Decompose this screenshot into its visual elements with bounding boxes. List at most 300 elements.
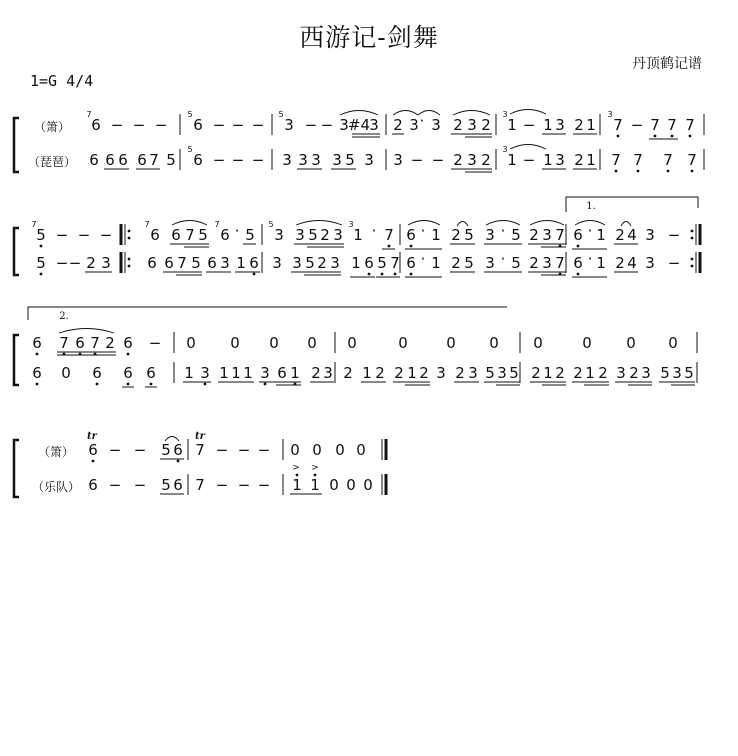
note: 3 [542, 254, 552, 272]
note: 2 [531, 364, 541, 382]
note: 0 [335, 441, 345, 459]
dash: − [108, 476, 122, 494]
note: 5 [509, 364, 519, 382]
dash: − [522, 116, 536, 134]
system-bracket [14, 440, 19, 497]
note: 6 [123, 364, 133, 382]
dash: − [215, 476, 229, 494]
note: 3 [369, 116, 379, 134]
note: 2 [86, 254, 96, 272]
note: 5 [308, 226, 318, 244]
dash: − [55, 226, 69, 244]
slur [340, 111, 378, 116]
system-bracket [14, 118, 19, 172]
note: 2 [311, 364, 321, 382]
note: 1 [586, 151, 596, 169]
note: 0 [533, 334, 543, 352]
trill-mark: tr [195, 431, 205, 442]
note: 0 [329, 476, 339, 494]
note: 7 [667, 116, 677, 134]
note: 2 [419, 364, 429, 382]
dash: − [251, 116, 265, 134]
aug-dot: · [234, 222, 240, 240]
note: 3 [555, 116, 565, 134]
note: 2 [394, 364, 404, 382]
note: 0 [290, 441, 300, 459]
note: 6 [147, 254, 157, 272]
octave-dot [96, 383, 99, 386]
note: 2 [615, 254, 625, 272]
note: 2 [481, 116, 491, 134]
note: 6 [193, 116, 203, 134]
note: 0 [356, 441, 366, 459]
note: 3 [616, 364, 626, 382]
octave-dot [410, 245, 413, 248]
grace-note: 5 [187, 110, 193, 119]
note: 1 [431, 226, 441, 244]
dash: − [55, 254, 69, 272]
note: 5 [191, 254, 201, 272]
note: 5 [166, 151, 176, 169]
dash: − [667, 226, 681, 244]
note: 7 [613, 116, 623, 134]
note: 3 [485, 254, 495, 272]
octave-dot [667, 170, 670, 173]
octave-dot [36, 353, 39, 356]
note: 3 [364, 151, 374, 169]
note: 1 [231, 364, 241, 382]
aug-dot: · [500, 250, 506, 268]
octave-dot [127, 353, 130, 356]
dash: − [257, 441, 271, 459]
note: 2 [629, 364, 639, 382]
dash: − [110, 116, 124, 134]
grace-note: 3 [502, 110, 508, 119]
note: 5 [660, 364, 670, 382]
grace-note: 5 [278, 110, 284, 119]
note: 0 [668, 334, 678, 352]
note: 7 [687, 151, 697, 169]
note: 4 [627, 226, 637, 244]
slur [172, 221, 207, 226]
note: 5 [511, 226, 521, 244]
octave-dot [654, 135, 657, 138]
note: 6 [164, 254, 174, 272]
note: 3 [220, 254, 230, 272]
note: 3 [323, 364, 333, 382]
dash: − [257, 476, 271, 494]
octave-dot [264, 383, 267, 386]
note: 1 [310, 476, 320, 494]
note: 3 [333, 226, 343, 244]
dash: − [320, 116, 334, 134]
octave-dot [40, 273, 43, 276]
grace-note: 7 [31, 220, 37, 229]
octave-dot [177, 460, 180, 463]
note: 3 [485, 226, 495, 244]
note: 6 [146, 364, 156, 382]
note: 0 [398, 334, 408, 352]
octave-dot [394, 273, 397, 276]
octave-dot [689, 135, 692, 138]
note: 2 [451, 254, 461, 272]
note: 7 [555, 226, 565, 244]
octave-dot [577, 245, 580, 248]
note: 2 [451, 226, 461, 244]
note: 0 [230, 334, 240, 352]
aug-dot: · [371, 222, 377, 240]
note: 3 [641, 364, 651, 382]
aug-dot: · [587, 222, 593, 240]
note: 0 [582, 334, 592, 352]
dash: − [212, 151, 226, 169]
note: 2 [615, 226, 625, 244]
note: 6 [105, 151, 115, 169]
note: 5 [464, 254, 474, 272]
dash: − [154, 116, 168, 134]
note: 7 [177, 254, 187, 272]
octave-dot [368, 273, 371, 276]
octave-dot [617, 135, 620, 138]
dash: − [215, 441, 229, 459]
note: 3 [274, 226, 284, 244]
note: 3 [200, 364, 210, 382]
page-title: 西游记-剑舞 [299, 23, 439, 52]
note: 6 [92, 364, 102, 382]
note: 7 [185, 226, 195, 244]
dash: − [237, 441, 251, 459]
repeat-dot [128, 258, 131, 261]
system-bracket [14, 335, 19, 385]
note: 2 [529, 226, 539, 244]
note: 1 [351, 254, 361, 272]
system-bracket [14, 228, 19, 275]
dash: − [99, 226, 113, 244]
aug-dot: · [420, 250, 426, 268]
note: 2 [320, 226, 330, 244]
note: 6 [32, 364, 42, 382]
score-systems [14, 110, 704, 498]
note: 3 [393, 151, 403, 169]
note: 1 [362, 364, 372, 382]
note: 7 [685, 116, 695, 134]
grace-note: 3 [348, 220, 354, 229]
grace-note: 7 [214, 220, 220, 229]
slur [393, 111, 418, 116]
repeat-dot [128, 230, 131, 233]
repeat-dot [691, 265, 694, 268]
slur [530, 221, 564, 226]
note: 0 [312, 441, 322, 459]
note: 1 [596, 226, 606, 244]
note: 6 [75, 334, 85, 352]
note: 7 [611, 151, 621, 169]
note: 7 [59, 334, 69, 352]
dash: − [108, 441, 122, 459]
note: 1 [586, 116, 596, 134]
note: 2 [375, 364, 385, 382]
note: 2 [453, 151, 463, 169]
note: 3 [436, 364, 446, 382]
note: 5 [464, 226, 474, 244]
note: 3 [339, 116, 349, 134]
part-label-pipa: （琵琶） [27, 155, 77, 169]
grace-note: 5 [268, 220, 274, 229]
note: 2 [574, 151, 584, 169]
note: 2 [529, 254, 539, 272]
dash: − [231, 151, 245, 169]
note: 5 [485, 364, 495, 382]
note: 3 [311, 151, 321, 169]
note: 5 [511, 254, 521, 272]
octave-dot [577, 273, 580, 276]
octave-dot [388, 245, 391, 248]
note: 3 [282, 151, 292, 169]
note: 6 [91, 116, 101, 134]
dash: − [132, 116, 146, 134]
dash: − [431, 151, 445, 169]
note: 5 [684, 364, 694, 382]
dash: − [667, 254, 681, 272]
note: 2 [555, 364, 565, 382]
octave-dot [381, 273, 384, 276]
note: 3 [284, 116, 294, 134]
note: 3 [101, 254, 111, 272]
sharp-note: #4 [347, 116, 371, 134]
dash: − [410, 151, 424, 169]
note: 5 [377, 254, 387, 272]
octave-dot [314, 474, 317, 477]
note: 6 [207, 254, 217, 272]
aug-dot: · [500, 222, 506, 240]
note: 2 [343, 364, 353, 382]
note: 1 [219, 364, 229, 382]
slur [510, 110, 546, 115]
note: 3 [431, 116, 441, 134]
repeat-dot [691, 237, 694, 240]
dash: − [148, 334, 162, 352]
note: 6 [173, 476, 183, 494]
note: 1 [236, 254, 246, 272]
note: 3 [260, 364, 270, 382]
note: 2 [455, 364, 465, 382]
trill-mark: tr [87, 431, 97, 442]
note: 3 [468, 364, 478, 382]
dash: − [212, 116, 226, 134]
note: 3 [272, 254, 282, 272]
note: 1 [292, 476, 302, 494]
dash: − [630, 116, 644, 134]
note: 6 [32, 334, 42, 352]
note: 0 [626, 334, 636, 352]
note: 1 [431, 254, 441, 272]
note: 7 [390, 254, 400, 272]
repeat-dot [128, 237, 131, 240]
note: 3 [497, 364, 507, 382]
note: 7 [650, 116, 660, 134]
note: 3 [542, 226, 552, 244]
dash: − [251, 151, 265, 169]
part-label-band: （乐队） [31, 480, 81, 494]
second-ending-bracket [28, 307, 507, 320]
note: 1 [543, 364, 553, 382]
part-label-xiao: （箫） [37, 445, 75, 459]
second-ending-label: 2. [59, 311, 69, 322]
note: 7 [384, 226, 394, 244]
note: 1 [585, 364, 595, 382]
octave-dot [127, 383, 130, 386]
octave-dot [40, 245, 43, 248]
octave-dot [296, 474, 299, 477]
accent-mark: > [292, 463, 300, 473]
note: 1 [243, 364, 253, 382]
note: 6 [364, 254, 374, 272]
slur [59, 329, 114, 334]
note: 4 [627, 254, 637, 272]
grace-note: 7 [86, 110, 92, 119]
dash: − [522, 151, 536, 169]
note: 3 [467, 151, 477, 169]
dash: − [77, 226, 91, 244]
note: 5 [36, 254, 46, 272]
dash: − [133, 476, 147, 494]
note: 2 [393, 116, 403, 134]
note: 1 [407, 364, 417, 382]
note: 7 [633, 151, 643, 169]
note: 1 [184, 364, 194, 382]
octave-dot [615, 170, 618, 173]
slur [453, 111, 490, 116]
note: 0 [186, 334, 196, 352]
note: 0 [347, 334, 357, 352]
repeat-dot [691, 230, 694, 233]
note: 1 [596, 254, 606, 272]
note: 6 [89, 151, 99, 169]
note: 7 [663, 151, 673, 169]
octave-dot [36, 383, 39, 386]
repeat-dot [691, 258, 694, 261]
note: 2 [598, 364, 608, 382]
note: 2 [481, 151, 491, 169]
dash: − [68, 254, 82, 272]
note: 6 [277, 364, 287, 382]
note: 6 [137, 151, 147, 169]
note: 1 [290, 364, 300, 382]
note: 5 [345, 151, 355, 169]
dash: − [237, 476, 251, 494]
octave-dot [691, 170, 694, 173]
part-label-xiao: （箫） [33, 120, 71, 134]
note: 3 [332, 151, 342, 169]
dash: − [231, 116, 245, 134]
note: 6 [193, 151, 203, 169]
note: 2 [453, 116, 463, 134]
note: 6 [118, 151, 128, 169]
note: 7 [149, 151, 159, 169]
note: 7 [90, 334, 100, 352]
note: 7 [195, 476, 205, 494]
aug-dot: · [419, 112, 425, 130]
note: 0 [446, 334, 456, 352]
octave-dot [253, 273, 256, 276]
note: 5 [36, 226, 46, 244]
note: 6 [173, 441, 183, 459]
note: 5 [305, 254, 315, 272]
note: 3 [672, 364, 682, 382]
note: 2 [573, 364, 583, 382]
note: 2 [574, 116, 584, 134]
octave-dot [150, 383, 153, 386]
note: 6 [88, 441, 98, 459]
octave-dot [671, 135, 674, 138]
note: 6 [150, 226, 160, 244]
note: 7 [555, 254, 565, 272]
repeat-dot [128, 265, 131, 268]
octave-dot [204, 383, 207, 386]
aug-dot: · [587, 250, 593, 268]
note: 3 [298, 151, 308, 169]
transcriber-credit: 丹顶鹤记谱 [632, 56, 702, 72]
note: 0 [307, 334, 317, 352]
note: 3 [292, 254, 302, 272]
note: 3 [467, 116, 477, 134]
note: 5 [245, 226, 255, 244]
grace-note: 7 [144, 220, 150, 229]
key-signature: 1=G 4/4 [30, 72, 94, 90]
note: 6 [573, 254, 583, 272]
note: 5 [161, 441, 171, 459]
note: 6 [249, 254, 259, 272]
octave-dot [637, 170, 640, 173]
note: 3 [409, 116, 419, 134]
note: 2 [105, 334, 115, 352]
octave-dot [410, 273, 413, 276]
note: 3 [645, 226, 655, 244]
note: 5 [198, 226, 208, 244]
note: 5 [161, 476, 171, 494]
note: 3 [295, 226, 305, 244]
first-ending-label: 1. [586, 201, 596, 212]
dash: − [133, 441, 147, 459]
note: 6 [123, 334, 133, 352]
dash: − [304, 116, 318, 134]
aug-dot: · [420, 222, 426, 240]
note: 2 [317, 254, 327, 272]
note: 1 [543, 116, 553, 134]
accent-mark: > [311, 463, 319, 473]
octave-dot [92, 460, 95, 463]
slur [296, 221, 342, 226]
note: 0 [489, 334, 499, 352]
note: 1 [353, 226, 363, 244]
grace-note: 3 [607, 110, 613, 119]
note: 6 [406, 226, 416, 244]
note: 1 [507, 116, 517, 134]
note: 6 [406, 254, 416, 272]
note: 6 [171, 226, 181, 244]
slur [510, 145, 546, 150]
note: 1 [543, 151, 553, 169]
note: 0 [61, 364, 71, 382]
grace-note: 3 [502, 145, 508, 154]
note: 7 [195, 441, 205, 459]
note: 6 [573, 226, 583, 244]
note: 1 [507, 151, 517, 169]
note: 6 [220, 226, 230, 244]
grace-note: 5 [187, 145, 193, 154]
note: 3 [645, 254, 655, 272]
note: 3 [330, 254, 340, 272]
